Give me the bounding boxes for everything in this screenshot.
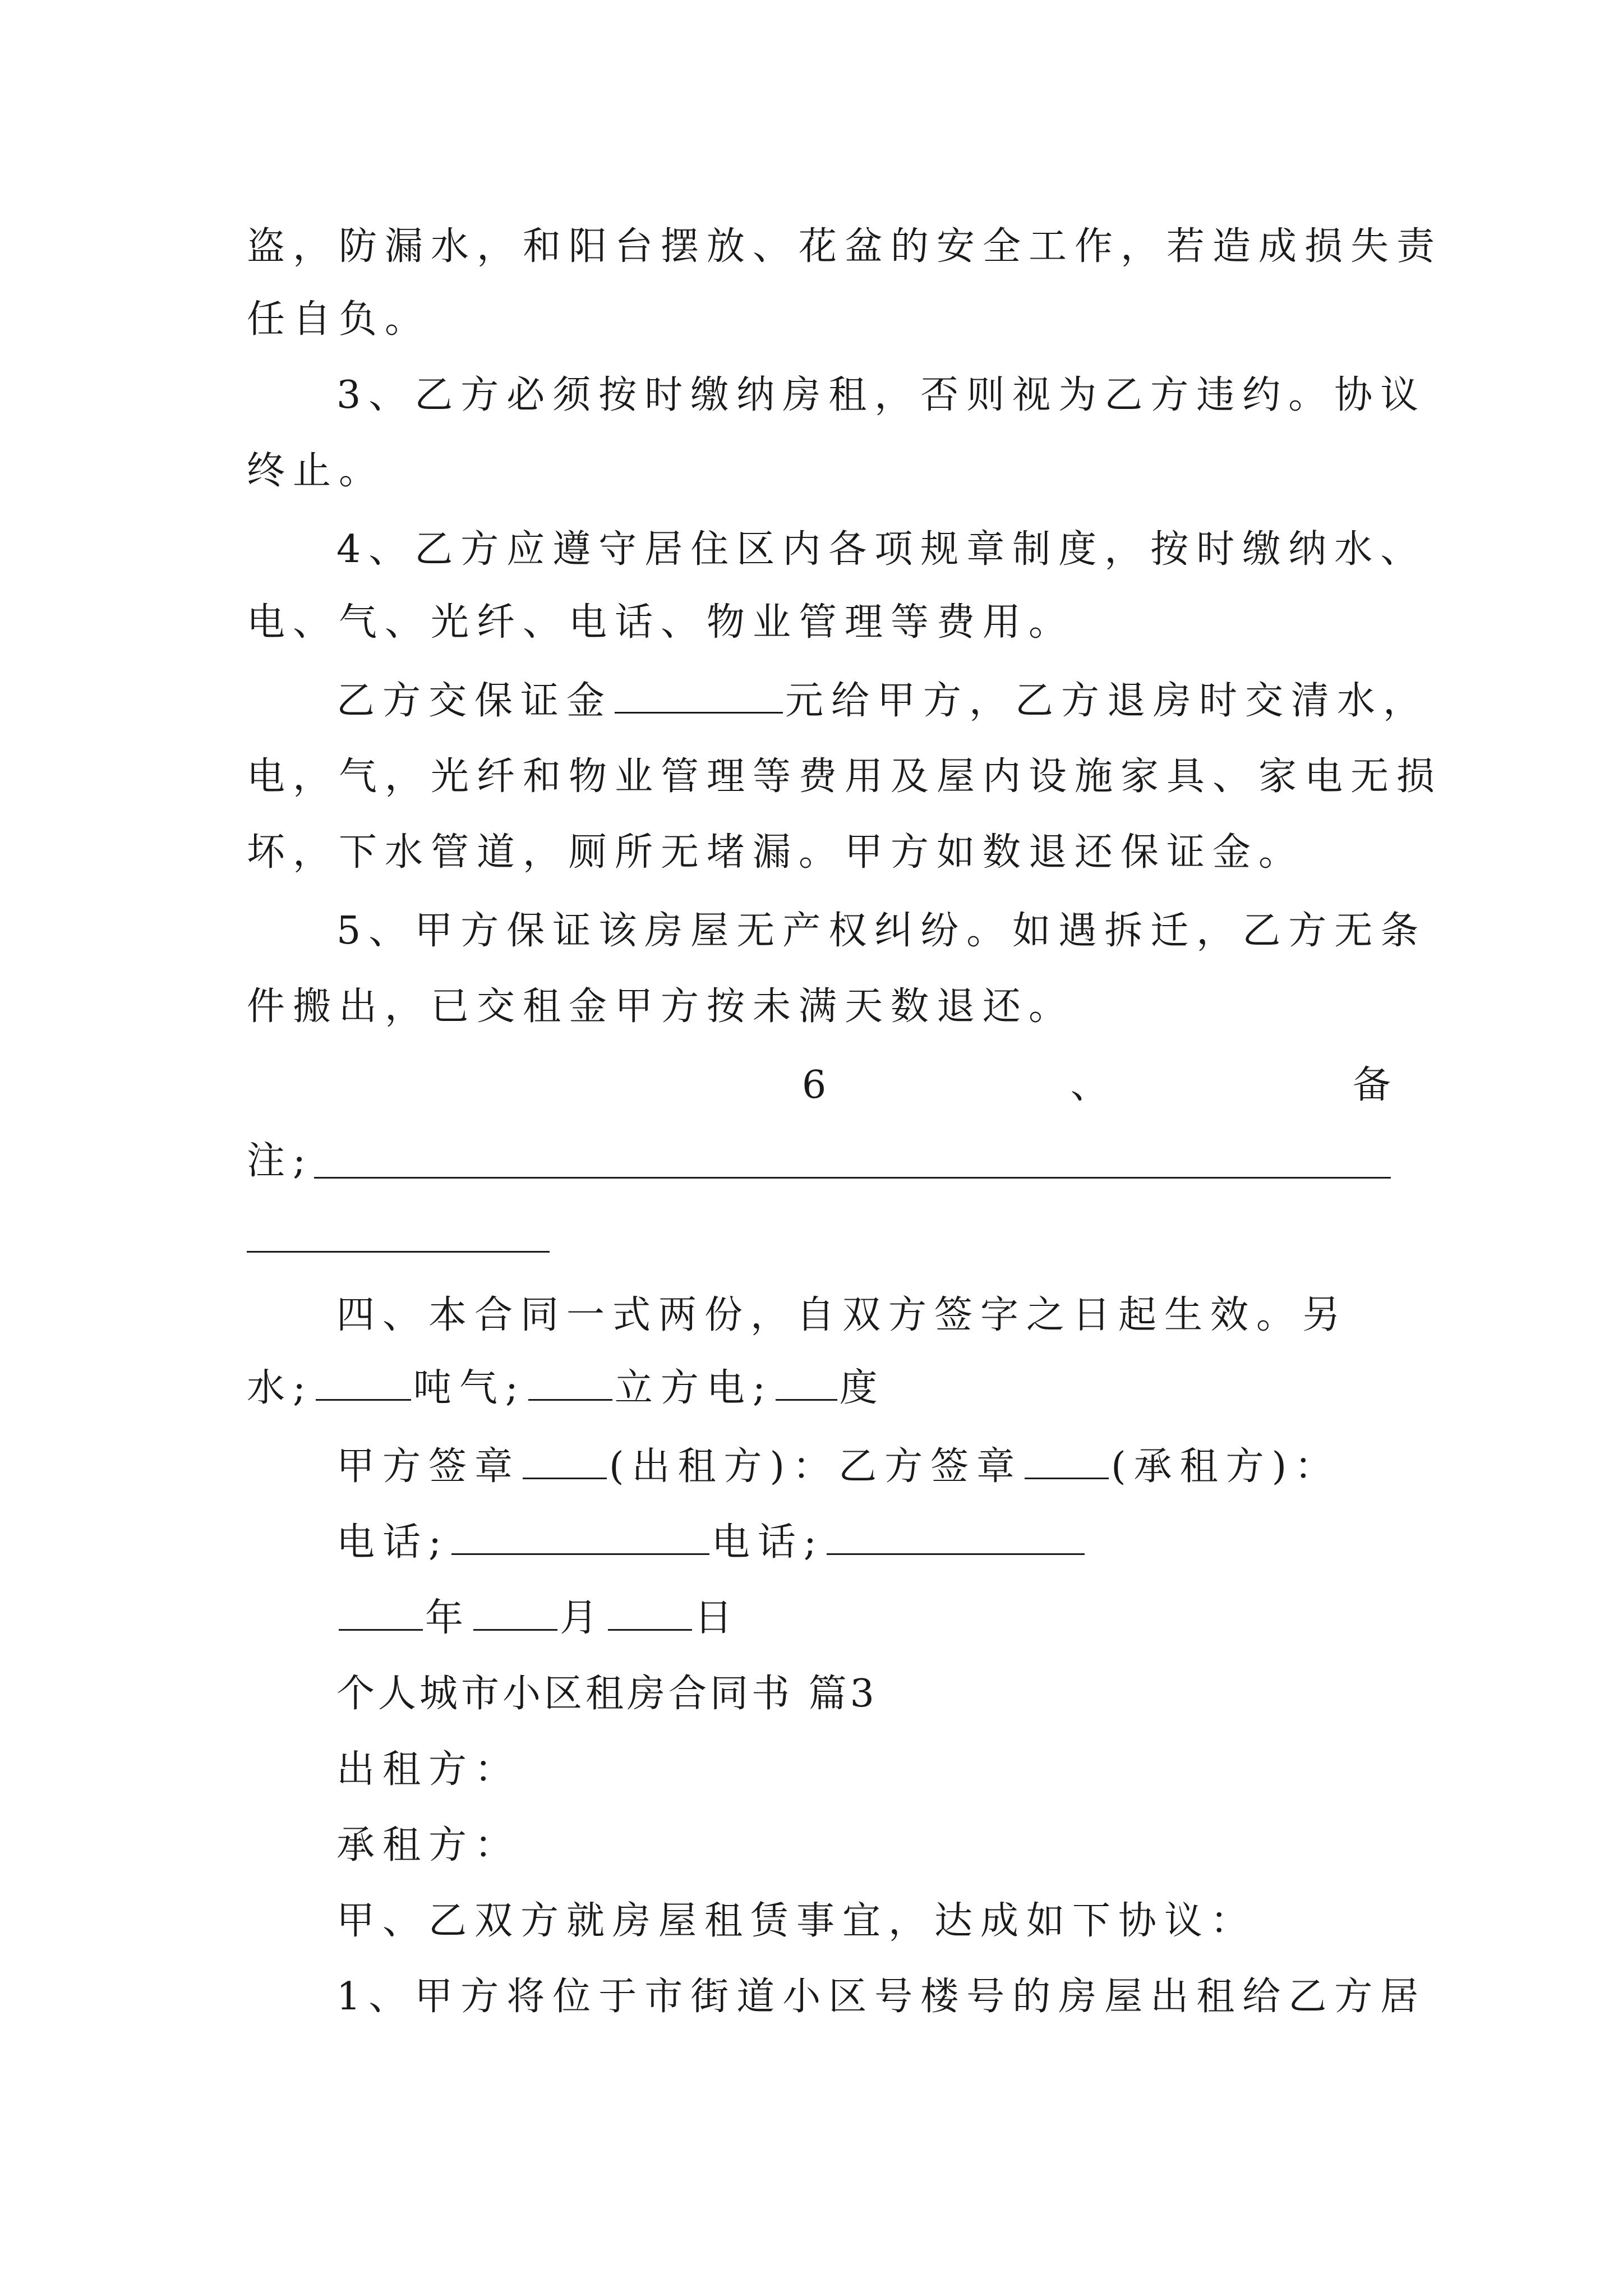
deposit-text: 元给甲方，乙方退房时交清水，: [785, 679, 1430, 723]
water-blank: [316, 1364, 411, 1401]
lessee-signature-blank: [1025, 1443, 1109, 1479]
section-title: 个人城市小区租房合同书 篇3: [336, 1672, 878, 1716]
text-line: 四、本合同一式两份，自双方签字之日起生效。另: [336, 1293, 1349, 1337]
deposit-line: [336, 676, 1430, 726]
lessor-label: 出租方：: [336, 1747, 521, 1792]
remark-separator: 、: [1070, 1063, 1109, 1107]
lessor-signature-label: 甲方签章: [336, 1444, 521, 1489]
month-blank: [473, 1594, 557, 1631]
water-label: 水;: [247, 1366, 313, 1410]
lessee-phone-blank: [827, 1519, 1085, 1555]
remark-blank-continued: [247, 1251, 550, 1253]
deposit-label: 乙方交保证金: [336, 679, 613, 723]
date-line: [336, 1593, 1391, 1644]
lessor-phone-blank: [451, 1519, 709, 1555]
remark-blank: [314, 1177, 1391, 1179]
remark-word: 备: [1352, 1063, 1391, 1107]
year-label: 年: [425, 1596, 472, 1640]
day-label: 日: [694, 1596, 741, 1640]
lessor-signature-blank: [523, 1443, 607, 1479]
text-line: 任自负。: [247, 297, 431, 342]
meter-line: [247, 1363, 1391, 1414]
text-line: 盗，防漏水，和阳台摆放、花盆的安全工作，若造成损失责: [247, 224, 1443, 269]
lessee-phone-label: 电话;: [711, 1520, 824, 1565]
electricity-unit: 度: [839, 1366, 886, 1410]
phone-line: [336, 1517, 1391, 1568]
electricity-blank: [776, 1364, 837, 1401]
text-line: 3、乙方必须按时缴纳房租，否则视为乙方违约。协议: [336, 373, 1427, 417]
deposit-blank: [615, 677, 783, 714]
text-line: 甲、乙双方就房屋租赁事宜，达成如下协议：: [336, 1899, 1257, 1943]
gas-blank: [528, 1364, 612, 1401]
text-line: 终止。: [247, 449, 385, 493]
text-line: 4、乙方应遵守居住区内各项规章制度，按时缴纳水、: [336, 527, 1427, 572]
lessor-phone-label: 电话;: [336, 1520, 449, 1565]
text-line: 5、甲方保证该房屋无产权纠纷。如遇拆迁，乙方无条: [336, 909, 1427, 953]
remark-label: 注;: [247, 1139, 313, 1183]
text-line: 1、甲方将位于市街道小区号楼号的房屋出租给乙方居: [336, 1975, 1427, 2019]
day-blank: [608, 1594, 692, 1631]
signature-line: [336, 1442, 1391, 1492]
lessee-label: 承租方：: [336, 1823, 521, 1867]
text-line: 件搬出，已交租金甲方按未满天数退还。: [247, 984, 1075, 1029]
month-label: 月: [560, 1596, 606, 1640]
text-line: 电，气，光纤和物业管理等费用及屋内设施家具、家电无损: [247, 754, 1443, 799]
lessee-role: (承租方)：: [1111, 1444, 1341, 1489]
remark-number: 6: [802, 1063, 827, 1107]
year-blank: [339, 1594, 423, 1631]
remark-heading: [802, 1060, 1391, 1111]
gas-unit: 立方电;: [614, 1366, 773, 1410]
text-line: 电、气、光纤、电话、物业管理等费用。: [247, 600, 1075, 645]
text-line: 坏，下水管道，厕所无堵漏。甲方如数退还保证金。: [247, 830, 1305, 875]
water-unit: 吨气;: [413, 1366, 526, 1410]
lessee-signature-label: (出租方)：乙方签章: [609, 1444, 1023, 1489]
